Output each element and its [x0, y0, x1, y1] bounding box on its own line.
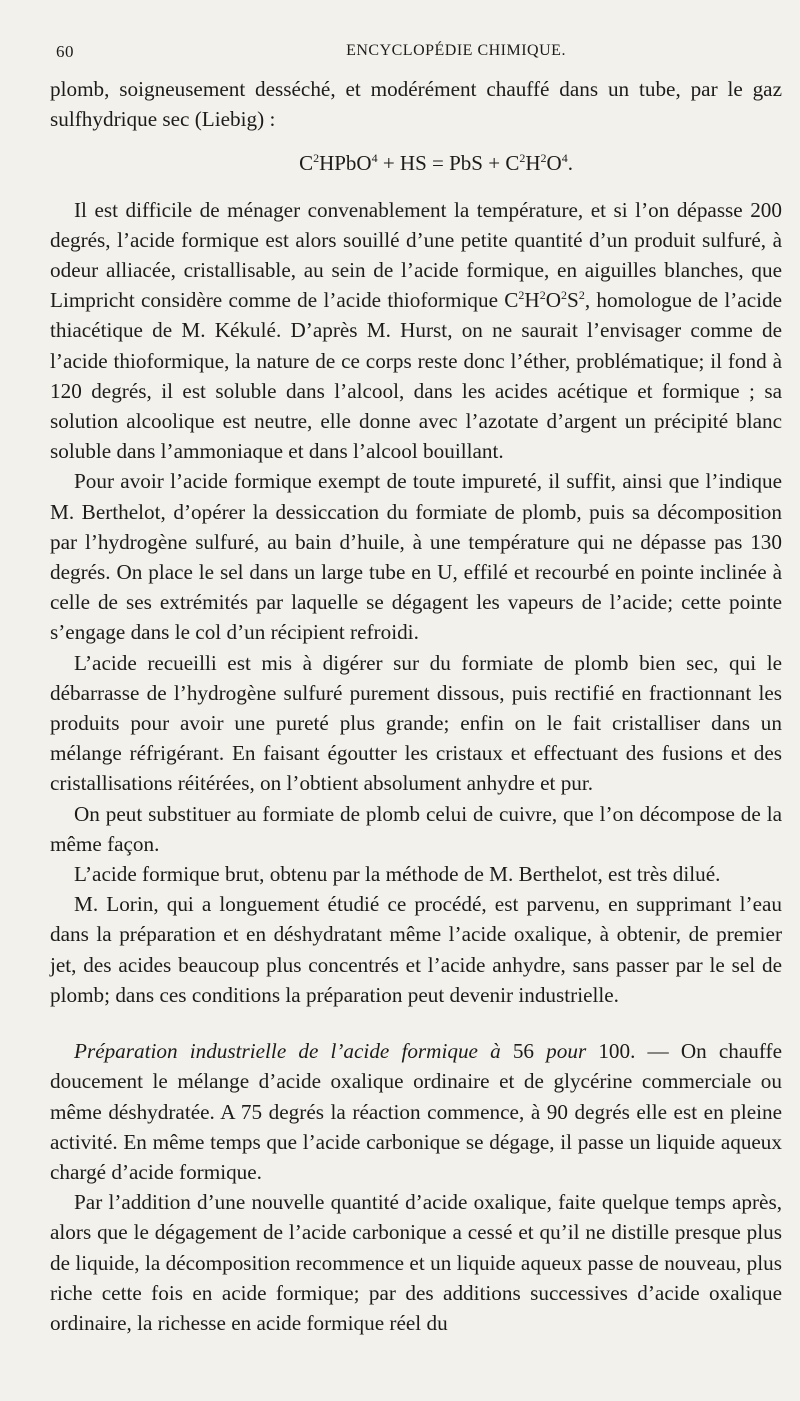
section-title: Préparation industrielle de l’acide formique à 56 pour 100 — [74, 1039, 631, 1064]
body-text — [50, 74, 782, 1338]
chemical-equation: $C^2HPbO^4$ + HS = PbS + $C^2H^2O^4$. — [299, 151, 573, 176]
paragraph-continuation: plomb, soigneusement desséché, et modérément chauffé dans un tube, par le gaz sulfhydrique sec (Liebig) : — [50, 77, 782, 132]
paragraph: Il est difficile de ménager convenablement la température, et si l’on dépasse 200 degrés, l’acide formique est alors souillé d’une petite quantité d’un produit sulfuré, à odeur alliacée, cristallisable, au sein de l’acide formique, en aiguilles blanches, que Limpricht considère comme de l’acide thioformique $C^2H^2O^2S^2$, homologue de l’acide thiacétique de M. Kékulé. D’après M. Hurst, on ne saurait l’envisager comme de l’acide thioformique, la nature de ce corps reste donc l’éther, problématique; il fond à 120 degrés, il est soluble dans l’alcool, dans les acides acétique et formique ; sa solution alcoolique est neutre, elle donne avec l’azotate d’argent un précipité blanc soluble dans l’ammoniaque et dans l’alcool bouillant. — [50, 197, 782, 464]
paragraph: L’acide recueilli est mis à digérer sur du formiate de plomb bien sec, qui le débarrasse de l’hydrogène sulfuré purement dissous, puis rectifié en fractionnant les produits pour avoir une pureté plus grande; enfin on le fait cristalliser dans un mélange réfrigérant. En faisant égoutter les cristaux et effectuant des fusions et des cristallisations réitérées, on l’obtient absolument anhydre et pur. — [50, 650, 782, 796]
paragraph: M. Lorin, qui a longuement étudié ce procédé, est parvenu, en supprimant l’eau dans la préparation et en déshydratant même l’acide oxalique, à obtenir, de premier jet, des acides beaucoup plus concentrés et l’acide anhydre, sans passer par le sel de plomb; dans ces conditions la préparation peut devenir industrielle. — [50, 892, 782, 1007]
paragraph: L’acide formique brut, obtenu par la méthode de M. Berthelot, est très dilué. — [74, 862, 721, 887]
section-gap — [50, 1010, 782, 1036]
running-title: ENCYCLOPÉDIE CHIMIQUE. — [346, 42, 566, 59]
paragraph: Par l’addition d’une nouvelle quantité d’acide oxalique, faite quelque temps après, alors que le dégagement de l’acide carbonique a cessé et qu’il ne distille presque plus de liquide, la décomposition recommence et un liquide aqueux passe de nouveau, plus riche cette fois en acide formique; par des additions successives d’acide oxalique ordinaire, la richesse en acide formique réel du — [50, 1190, 782, 1335]
page-header — [50, 38, 782, 74]
page-number: 60 — [56, 42, 74, 61]
section-paragraph: Préparation industrielle de l’acide formique à 56 pour 100. — On chauffe doucement le mélange d’acide oxalique ordinaire et de glycérine commerciale ou même déshydratée. A 75 degrés la réaction commence, à 90 degrés elle est en pleine activité. En même temps que l’acide carbonique se dégage, il passe un liquide aqueux chargé d’acide formique. — [50, 1039, 783, 1184]
paragraph: Pour avoir l’acide formique exempt de toute impureté, il suffit, ainsi que l’indique M. Berthelot, d’opérer la dessiccation du formiate de plomb, puis sa décomposition par l’hydrogène sulfuré, au bain d’huile, à une température qui ne dépasse pas 130 degrés. On place le sel dans un large tube en U, effilé et recourbé en pointe inclinée à celle de ses extrémités par laquelle se dégagent les vapeurs de l’acide; cette pointe s’engage dans le col d’un récipient refroidi. — [50, 469, 782, 645]
paragraph: On peut substituer au formiate de plomb celui de cuivre, que l’on décompose de la même façon. — [50, 801, 782, 856]
